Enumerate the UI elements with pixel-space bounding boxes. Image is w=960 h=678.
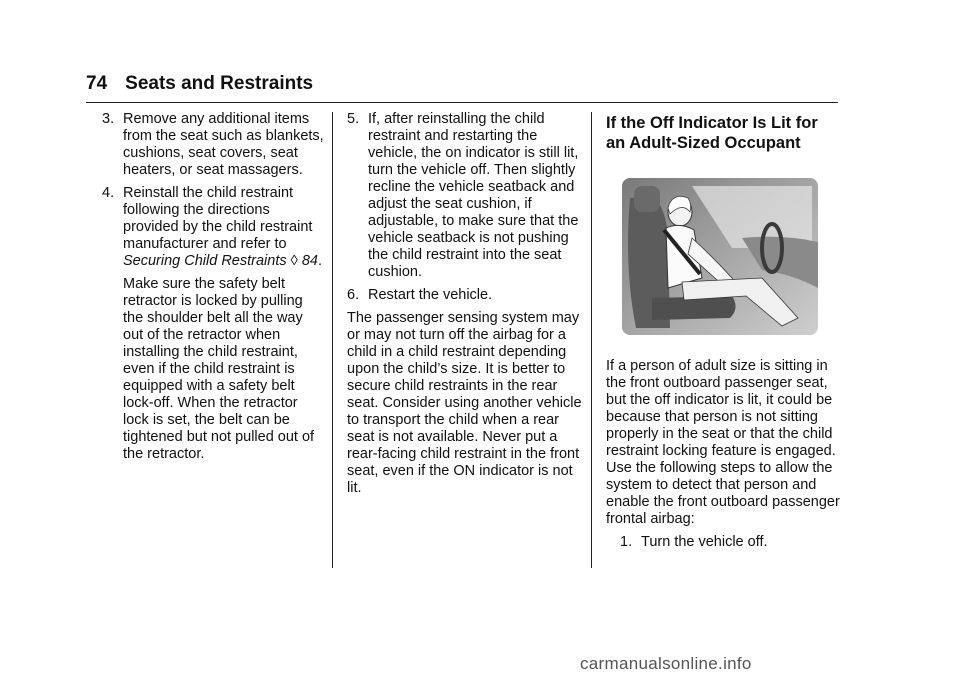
list-text: Remove any additional items from the seat such as blankets, cushions, seat covers, seat heaters, or seat massagers. (123, 111, 324, 178)
sentence-end: . (317, 253, 323, 269)
adult-occupant-illustration (622, 178, 818, 335)
list-item-4 (102, 185, 324, 270)
list-text: If, after reinstalling the child restraint and restarting the vehicle, the on indicator is still lit, turn the vehicle off. Then slightly recline the vehicle seatback and adjust the seat cushion, if adjustable, to make sure that the vehicle seatback is not pushing the child restraint into the seat cushion. (368, 111, 579, 280)
column-middle (347, 111, 583, 503)
paragraph: The passenger sensing system may or may not turn off the airbag for a child in a child restraint depending upon the child’s size. It is better to secure child restraints in the rear seat. Consider using another vehicle to transport the child when a rear seat is not available. Never put a rear-facing child restraint in the front seat, even if the ON indicator is not lit. (347, 310, 582, 496)
list-item-6 (347, 287, 583, 304)
list-item-5 (347, 111, 583, 281)
list-number: 1. (620, 534, 633, 550)
list-text: Turn the vehicle off. (641, 534, 768, 550)
reference-icon: ◊ (290, 253, 298, 269)
paragraph: If a person of adult size is sitting in the front outboard passenger seat, but the off indicator is lit, it could be because that person is not sitting properly in the seat or that the child restraint locking feature is engaged. Use the following steps to allow the system to detect that person and enable the front outboard passenger frontal airbag: (606, 358, 840, 527)
reference-page[interactable]: 84 (301, 253, 318, 269)
list-item-1 (620, 534, 840, 551)
paragraph: Make sure the safety belt retractor is locked by pulling the shoulder belt all the way out of the retractor when installing the child restraint, even if the child restraint is equipped with a safety belt lock-off. When the retractor lock is set, the belt can be tightened but not pulled out of the retractor. (123, 276, 315, 462)
list-number: 4. (102, 185, 115, 201)
list-number: 6. (347, 287, 360, 303)
list-text-wrapper (123, 185, 324, 270)
column-divider (591, 112, 592, 568)
list-number: 3. (102, 111, 115, 127)
section-heading: If the Off Indicator Is Lit for an Adult-Sized Occupant (606, 114, 818, 152)
section-title: Seats and Restraints (125, 73, 314, 94)
list-text: Restart the vehicle. (368, 287, 493, 303)
list-text: Reinstall the child restraint following the directions provided by the child restraint manufacturer and refer to (123, 185, 313, 252)
cross-reference-link[interactable]: Securing Child Restraints (123, 253, 287, 269)
header-rule (86, 102, 838, 103)
list-item-3 (102, 111, 324, 179)
watermark: carmanualsonline.info (580, 654, 752, 673)
column-left (102, 111, 324, 463)
column-divider (332, 112, 333, 568)
list-number: 5. (347, 111, 360, 127)
page-header (86, 73, 313, 95)
page-number: 74 (86, 73, 108, 94)
